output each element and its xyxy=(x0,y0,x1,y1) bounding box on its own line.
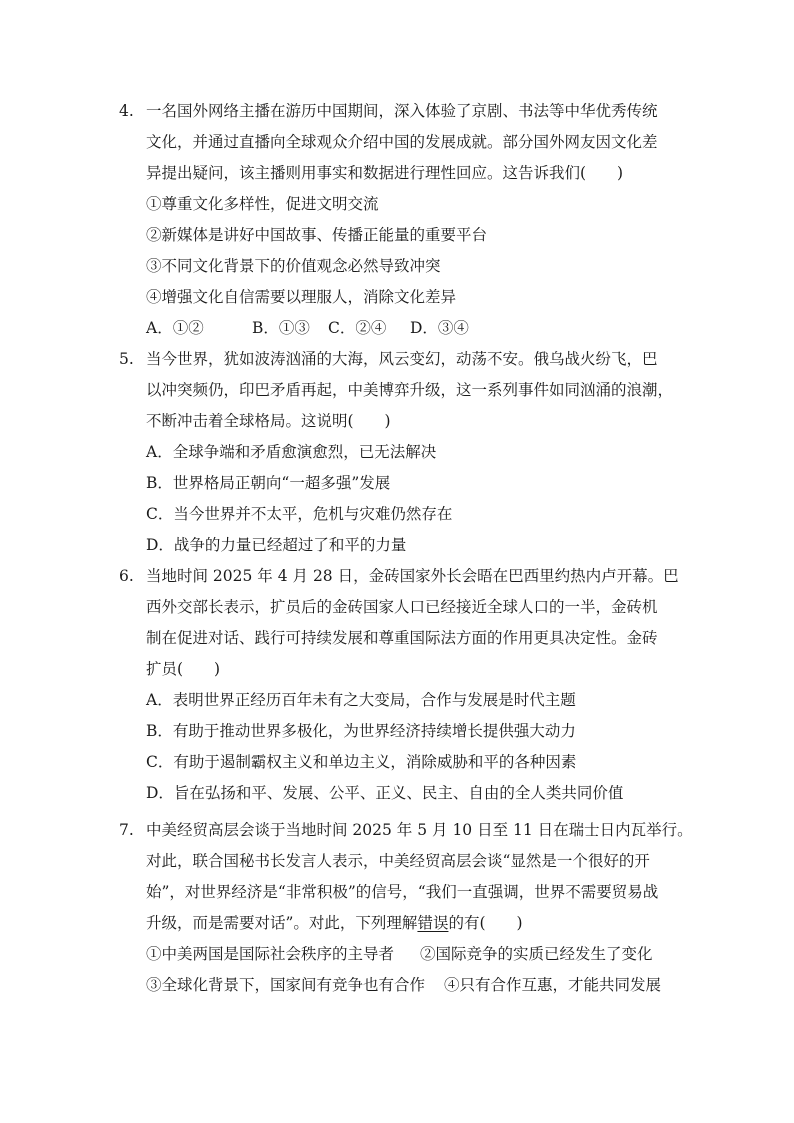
question-4 xyxy=(119,96,679,344)
question-7 xyxy=(119,815,693,1001)
question-stem-line: 4. 一名国外网络主播在游历中国期间，深入体验了京剧、书法等中华优秀传统 xyxy=(119,96,679,127)
option-b: B．世界格局正朝向“一超多强”发展 xyxy=(146,474,391,492)
question-stem-line: 不断冲击着全球格局。这说明( ) xyxy=(146,412,391,430)
question-stem-line: 异提出疑问，该主播则用事实和数据进行理性回应。这告诉我们( ) xyxy=(146,164,624,182)
option-d: D．战争的力量已经超过了和平的力量 xyxy=(146,536,407,554)
question-stem-line: 文化，并通过直播向全球观众介绍中国的发展成就。部分国外网友因文化差 xyxy=(146,133,658,151)
option-a: A．表明世界正经历百年未有之大变局，合作与发展是时代主题 xyxy=(146,691,576,709)
statement: ②国际竞争的实质已经发生了变化 xyxy=(420,945,653,963)
question-stem-line: 西外交部长表示，扩员后的金砖国家人口已经接近全球人口的一半，金砖机 xyxy=(146,598,658,616)
option-b: B．①③ xyxy=(252,319,310,337)
statement: ③全球化背景下，国家间有竞争也有合作 xyxy=(146,976,426,994)
statement: ④只有合作互惠，才能共同发展 xyxy=(444,976,662,994)
statement: ①尊重文化多样性，促进文明交流 xyxy=(146,195,379,213)
option-d: D．旨在弘扬和平、发展、公平、正义、民主、自由的全人类共同价值 xyxy=(146,784,624,802)
option-d: D．③④ xyxy=(410,319,469,337)
option-c: C．②④ xyxy=(328,319,387,337)
emphasis-underlined: 错误 xyxy=(417,914,449,932)
option-a: A．全球争端和矛盾愈演愈烈，已无法解决 xyxy=(146,443,437,461)
question-6 xyxy=(119,561,679,809)
question-stem-line: 制在促进对话、践行可持续发展和尊重国际法方面的作用更具决定性。金砖 xyxy=(146,629,658,647)
question-number: 6. xyxy=(119,567,134,585)
option-c: C．当今世界并不太平，危机与灾难仍然存在 xyxy=(146,505,453,523)
statement: ②新媒体是讲好中国故事、传播正能量的重要平台 xyxy=(146,226,488,244)
question-stem-line: 5. 当今世界，犹如波涛汹涌的大海，风云变幻，动荡不安。俄乌战火纷飞，巴 xyxy=(119,344,679,375)
question-number: 7. xyxy=(119,821,134,839)
statement: ③不同文化背景下的价值观念必然导致冲突 xyxy=(146,257,441,275)
statement-row xyxy=(119,939,679,970)
statement: ④增强文化自信需要以理服人，消除文化差异 xyxy=(146,288,457,306)
question-number: 4. xyxy=(119,102,134,120)
option-a: A．①② xyxy=(146,319,204,337)
statement: ①中美两国是国际社会秩序的主导者 xyxy=(146,945,395,963)
option-c: C．有助于遏制霸权主义和单边主义，消除威胁和平的各种因素 xyxy=(146,753,577,771)
option-b: B．有助于推动世界多极化，为世界经济持续增长提供强大动力 xyxy=(146,722,576,740)
question-number: 5. xyxy=(119,350,134,368)
options-row xyxy=(119,313,679,344)
question-stem-line: 对此，联合国秘书长发言人表示，中美经贸高层会谈“显然是一个很好的开 xyxy=(146,852,650,870)
question-stem-line: 扩员( ) xyxy=(146,660,221,678)
question-stem-line: 升级，而是需要对话”。对此，下列理解错误的有( ) xyxy=(146,914,523,932)
question-stem-line: 6. 当地时间 2025 年 4 月 28 日，金砖国家外长会晤在巴西里约热内卢开幕。巴 xyxy=(119,561,679,592)
question-stem-line: 7. 中美经贸高层会谈于当地时间 2025 年 5 月 10 日至 11 日在瑞士日内瓦举行。 xyxy=(119,815,679,846)
question-stem-line: 始”，对世界经济是“非常积极”的信号，“我们一直强调，世界不需要贸易战 xyxy=(146,883,659,901)
question-5 xyxy=(119,344,679,561)
statement-row xyxy=(119,970,679,1001)
question-stem-line: 以冲突频仍，印巴矛盾再起，中美博弈升级，这一系列事件如同汹涌的浪潮， xyxy=(146,381,674,399)
